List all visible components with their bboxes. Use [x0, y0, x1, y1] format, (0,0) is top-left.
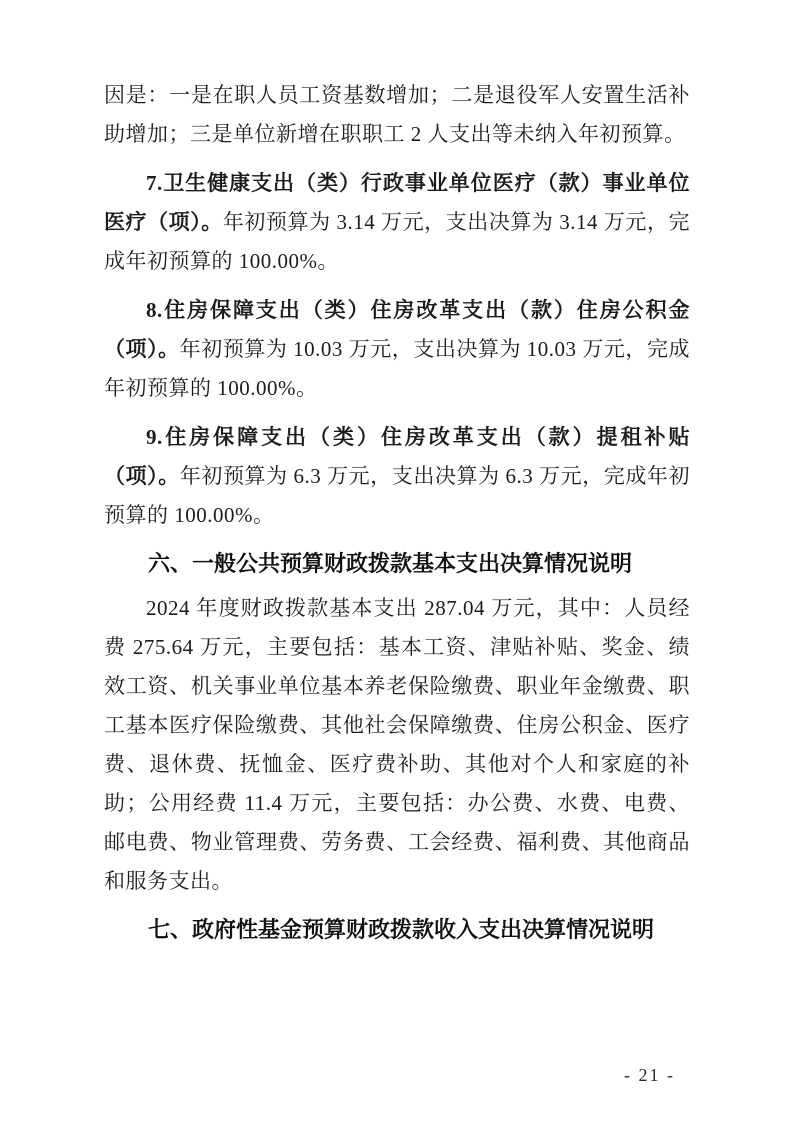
expense-item-9-title: 9.住房保障支出（类）住房改革支出（款）提租补贴（项）。 [104, 425, 690, 488]
expense-item-9-body: 年初预算为 6.3 万元，支出决算为 6.3 万元，完成年初预算的 100.00%。 [104, 464, 690, 527]
expense-item-8-body: 年初预算为 10.03 万元，支出决算为 10.03 万元，完成年初预算的 100.00%。 [104, 337, 691, 400]
section-6-heading: 六、一般公共预算财政拨款基本支出决算情况说明 [148, 551, 633, 576]
section-6-body: 2024 年度财政拨款基本支出 287.04 万元，其中：人员经费 275.64 万元，主要包括：基本工资、津贴补贴、奖金、绩效工资、机关事业单位基本养老保险缴费、职业年金缴费、职工基本医疗保险缴费、其他社会保障缴费、住房公积金、医疗费、退休费、抚恤金、医疗费补助、其他对个人和家庭的补助；公用经费 11.4 万元，主要包括：办公费、水费、电费、邮电费、物业管理费、劳务费、工会经费、福利费、其他商品和服务支出。 [104, 596, 690, 893]
expense-item-7 [104, 164, 690, 281]
expense-item-7-title: 7.卫生健康支出（类）行政事业单位医疗（款）事业单位医疗（项）。 [104, 171, 690, 234]
expense-item-8-title: 8.住房保障支出（类）住房改革支出（款）住房公积金（项）。 [104, 298, 690, 361]
page-number: - 21 - [624, 1065, 675, 1085]
document-content [104, 76, 690, 949]
expense-item-8 [104, 291, 690, 408]
paragraph-continuation-text: 因是：一是在职人员工资基数增加；二是退役军人安置生活补助增加；三是单位新增在职职工 2 人支出等未纳入年初预算。 [104, 83, 690, 146]
expense-item-9 [104, 418, 690, 535]
paragraph-continuation [104, 76, 690, 154]
section-7-heading: 七、政府性基金预算财政拨款收入支出决算情况说明 [148, 917, 655, 942]
expense-item-7-body: 年初预算为 3.14 万元，支出决算为 3.14 万元，完成年初预算的 100.00%。 [104, 210, 691, 273]
